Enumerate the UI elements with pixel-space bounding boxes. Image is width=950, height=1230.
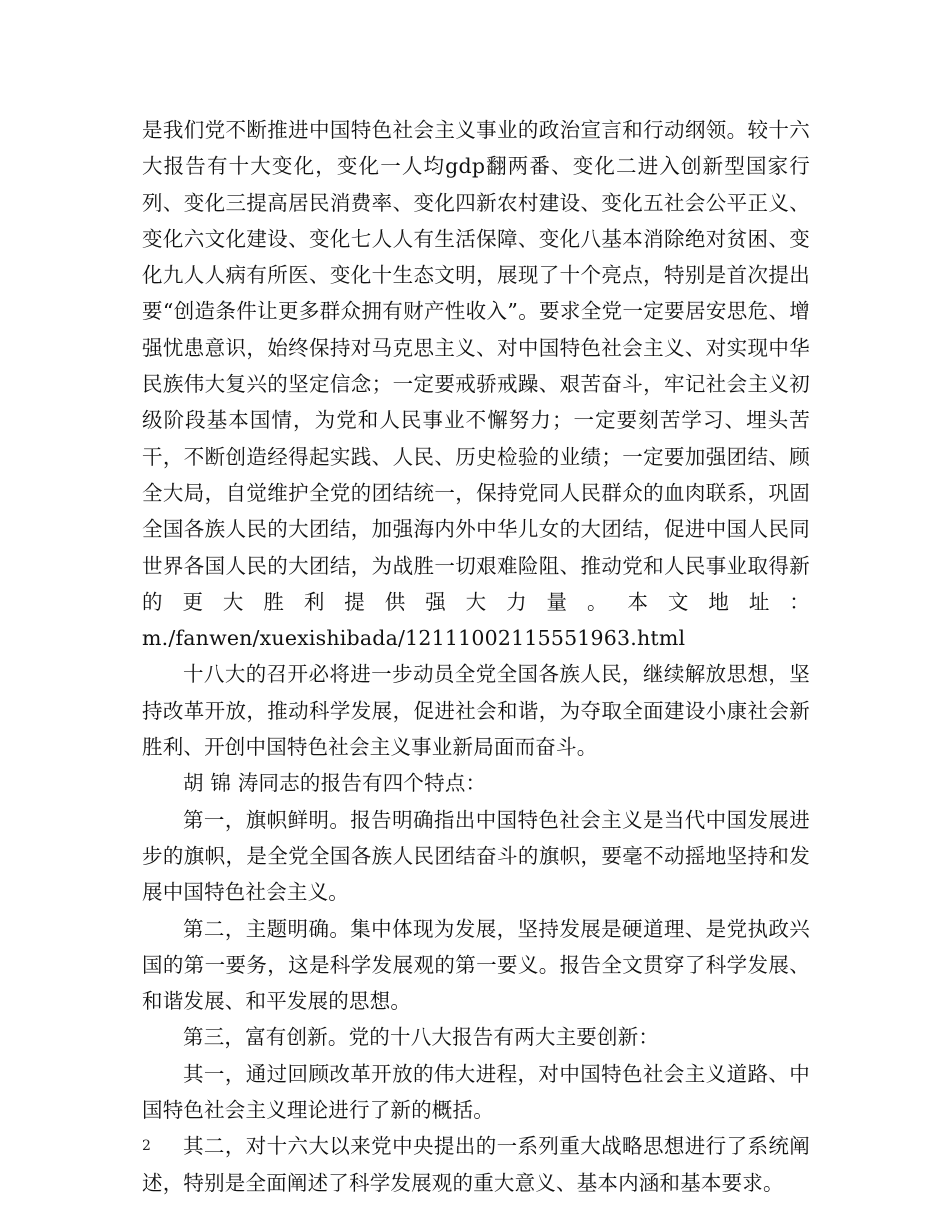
paragraph-feature-three: 第三，富有创新。党的十八大报告有两大主要创新：	[183, 1025, 660, 1050]
paragraph-mobilization: 十八大的召开必将进一步动员全党全国各族人民，继续解放思想，坚持改革开放，推动科学发展，促进社会和谐，为夺取全面建设小康社会新胜利、开创中国特色社会主义事业新局面而奋斗。	[142, 662, 810, 760]
paragraph-report-features-intro: 胡 锦 涛同志的报告有四个特点：	[183, 771, 487, 796]
paragraph-feature-one: 第一，旗帜鲜明。报告明确指出中国特色社会主义是当代中国发展进步的旗帜，是全党全国各族人民团结奋斗的旗帜，要毫不动摇地坚持和发展中国特色社会主义。	[142, 807, 810, 905]
document-body	[142, 112, 810, 1201]
page-number: 2	[142, 1138, 151, 1154]
paragraph-continuation: 是我们党不断推进中国特色社会主义事业的政治宣言和行动纲领。较十六大报告有十大变化，变化一人均gdp翻两番、变化二进入创新型国家行列、变化三提高居民消费率、变化四新农村建设、变化五社会公平正义、变化六文化建设、变化七人人有生活保障、变化八基本消除绝对贫困、变化九人人病有所医、变化十生态文明，展现了十个亮点，特别是首次提出要“创造条件让更多群众拥有财产性收入”。要求全党一定要居安思危、增强忧患意识，始终保持对马克思主义、对中国特色社会主义、对实现中华民族伟大复兴的坚定信念；一定要戒骄戒躁、艰苦奋斗，牢记社会主义初级阶段基本国情，为党和人民事业不懈努力；一定要刻苦学习、埋头苦干，不断创造经得起实践、人民、历史检验的业绩；一定要加强团结、顾全大局，自觉维护全党的团结统一，保持党同人民群众的血肉联系，巩固全国各族人民的大团结，加强海内外中华儿女的大团结，促进中国人民同世界各国人民的大团结，为战胜一切艰难险阻、推动党和人民事业取得新的更大胜利提供强大力量。本文地址：m./fanwen/xuexishibada/12111002115551963.html	[142, 118, 810, 651]
paragraph-innovation-one: 其一，通过回顾改革开放的伟大进程，对中国特色社会主义道路、中国特色社会主义理论进行了新的概括。	[142, 1061, 810, 1123]
paragraph-innovation-two: 其二，对十六大以来党中央提出的一系列重大战略思想进行了系统阐述，特别是全面阐述了科学发展观的重大意义、基本内涵和基本要求。	[142, 1134, 810, 1195]
paragraph-feature-two: 第二，主题明确。集中体现为发展，坚持发展是硬道理、是党执政兴国的第一要务，这是科学发展观的第一要义。报告全文贯穿了科学发展、和谐发展、和平发展的思想。	[142, 916, 810, 1014]
